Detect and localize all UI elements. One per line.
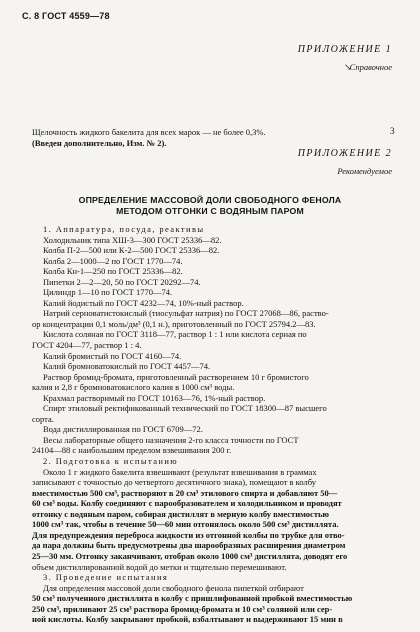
body-line: ГОСТ 4204—77, раствор 1 : 4. <box>32 340 142 351</box>
body-line: вместимостью 500 см³, растворяют в 20 см³ этилового спирта и добавляют 50— <box>32 487 338 498</box>
body-line: Пипетки 2—2—20, 50 по ГОСТ 20292—74. <box>43 276 201 287</box>
body-line: Колба Кн-1—250 по ГОСТ 25336—82. <box>43 266 183 277</box>
body-line: Колба П-2—500 или К-2—500 ГОСТ 25336—82. <box>43 245 220 256</box>
body-line: Раствор бромид-бромата, приготовленный растворением 10 г бромистого <box>43 371 309 382</box>
body-line: Калий йодистый по ГОСТ 4232—74, 10%-ный раствор. <box>43 297 244 308</box>
body-line: Весы лабораторные общего назначения 2-го класса точности по ГОСТ <box>43 434 299 445</box>
method-title-line-2: МЕТОДОМ ОТГОНКИ С ВОДЯНЫМ ПАРОМ <box>116 206 304 216</box>
body-line: Кислота соляная по ГОСТ 3118—77, раствор 1 : 1 или кислота серная по <box>43 329 307 340</box>
appendix-2-subtitle: Рекомендуемое <box>337 166 392 176</box>
body-line: объем дистиллированной водой до метки и тщательно перемешивают. <box>32 561 287 572</box>
body-line: Колба 2—1000—2 по ГОСТ 1770—74. <box>43 255 183 266</box>
margin-tick-mark: ↘ <box>344 62 352 72</box>
body-line: сорта. <box>32 413 54 424</box>
amendment-note: (Введен дополнительно, Изм. № 2). <box>32 138 167 148</box>
body-line: 60 см³ воды. Колбу соединяют с парообразователем и холодильником и проводят <box>32 498 342 509</box>
body-line: Около 1 г жидкого бакелита взвешивают (результат взвешивания в граммах <box>43 466 317 477</box>
body-line: 250 см³, приливают 25 см³ раствора бромид-бромата и 10 см³ соляной или сер- <box>32 603 333 614</box>
body-line: Натрий серноватистокислый (тиосульфат натрия) по ГОСТ 27068—86, раство- <box>43 308 329 319</box>
body-line: Холодильник типа ХШ-3—300 ГОСТ 25336—82. <box>43 234 222 245</box>
alkalinity-note: Щелочность жидкого бакелита для всех марок — не более 0,3%. <box>32 127 266 137</box>
body-line: записывают с точностью до четвертого десятичного знака), помещают в колбу <box>32 477 317 488</box>
body-line: 24104—88 с наибольшим пределом взвешивания 200 г. <box>32 445 232 456</box>
body-line: Калий бромистый по ГОСТ 4160—74. <box>43 350 182 361</box>
body-line: Спирт этиловый ректификованный технический по ГОСТ 18300—87 высшего <box>43 403 327 414</box>
page-header: С. 8 ГОСТ 4559—78 <box>22 11 110 21</box>
method-body <box>32 224 394 625</box>
body-line: 25—30 мм. Отгонку заканчивают, отобрав около 1000 см³ дистиллята, доводят его <box>32 550 348 561</box>
body-line: Для определения массовой доли свободного фенола пипеткой отбирают <box>43 582 304 593</box>
section-heading: 3. Проведение испытания <box>43 572 169 583</box>
body-line: Для предупреждения переброса жидкости из отгонной колбы по трубке для отво- <box>32 529 345 540</box>
body-line: ор концентрации 0,1 моль/дм³ (0,1 н.), приготовленный по ГОСТ 25794.2—83. <box>32 318 316 329</box>
body-line: 1000 см³ так, чтобы в течение 50—60 мин отгонялось около 500 см³ дистиллята. <box>32 519 339 530</box>
body-line: отгонку с водяным паром, собирая дистиллят в мерную колбу вместимостью <box>32 508 329 519</box>
appendix-2-title: ПРИЛОЖЕНИЕ 2 <box>297 148 392 159</box>
appendix-1-subtitle: Справочное <box>349 62 392 72</box>
body-line: ной кислоты. Колбу закрывают пробкой, взбалтывают и выдерживают 15 мин в <box>32 614 343 625</box>
body-line: 50 см³ полученного дистиллята в колбу с пришлифованной пробкой вместимостью <box>32 593 353 604</box>
method-title-line-1: ОПРЕДЕЛЕНИЕ МАССОВОЙ ДОЛИ СВОБОДНОГО ФЕНОЛА <box>78 195 342 205</box>
margin-tick-mark: 3 <box>390 126 395 136</box>
body-line: Калий бромноватокислый по ГОСТ 4457—74. <box>43 361 211 372</box>
body-line: калия и 2,8 г бромноватокислого калия в 1000 см³ воды. <box>32 382 235 393</box>
appendix-1-title: ПРИЛОЖЕНИЕ 1 <box>297 44 392 55</box>
section-heading: 1. Аппаратура, посуда, реактивы <box>43 224 205 234</box>
section-heading: 2. Подготовка к испытанию <box>43 456 179 467</box>
body-line: да пара должны быть предусмотрены два шарообразных расширения диаметром <box>32 540 346 551</box>
body-line: Цилиндр 1—10 по ГОСТ 1770—74. <box>43 287 173 298</box>
body-line: Крахмал растворимый по ГОСТ 10163—76, 1%-ный раствор. <box>43 392 266 403</box>
body-line: Вода дистиллированная по ГОСТ 6709—72. <box>43 424 203 435</box>
